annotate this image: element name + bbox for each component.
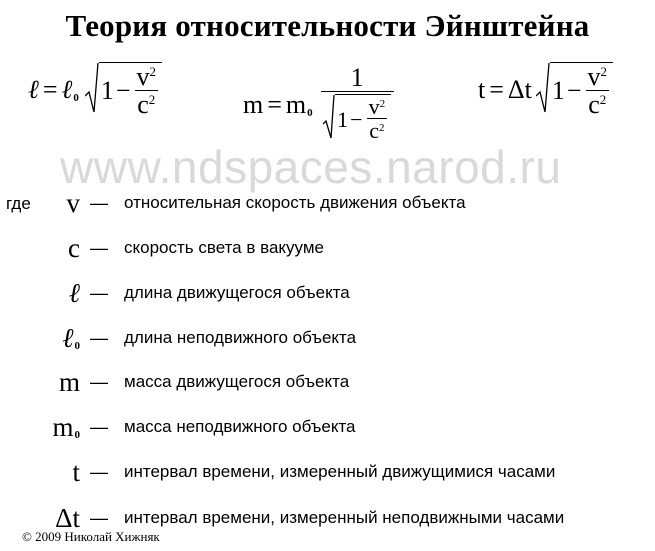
equals-sign: =: [489, 74, 504, 104]
light-speed-exponent: 2: [148, 91, 156, 107]
rest-length-subscript: 0: [73, 91, 79, 104]
light-speed-symbol: c: [137, 89, 149, 119]
equals-sign: =: [42, 74, 58, 104]
rest-mass-symbol: m: [285, 90, 307, 120]
velocity-symbol: v: [587, 62, 601, 91]
legend-symbol: [62, 323, 80, 353]
legend-description: длина неподвижного объекта: [124, 328, 357, 347]
legend-symbol-base: v: [66, 187, 80, 218]
legend-intro: где: [6, 194, 31, 213]
legend-row: [0, 412, 655, 442]
legend-dash: —: [90, 192, 108, 213]
light-speed-exponent: 2: [378, 121, 385, 134]
legend-row: [0, 188, 655, 218]
legend-dash: —: [90, 507, 108, 528]
legend-symbol-subscript: 0: [74, 340, 80, 352]
mass-symbol: m: [243, 90, 264, 120]
legend-description: масса движущегося объекта: [124, 372, 350, 391]
mass-formula: [243, 63, 396, 145]
legend-row: [0, 367, 655, 397]
time-interval-symbol: Δt: [507, 74, 532, 104]
legend-dash: —: [90, 237, 108, 258]
velocity-exponent: 2: [379, 97, 386, 110]
light-speed-symbol: c: [369, 117, 379, 143]
legend-dash: —: [90, 416, 108, 437]
legend-dash: —: [90, 461, 108, 482]
legend-symbol: [68, 233, 80, 263]
lorentz-fraction: [321, 63, 394, 145]
radical-sign-icon: [536, 62, 550, 114]
lorentz-numerator: 1: [321, 66, 394, 92]
legend-symbol-base: m: [58, 366, 80, 397]
minus-sign: −: [115, 76, 131, 106]
velocity-symbol: v: [136, 62, 150, 91]
velocity-ratio-fraction: [135, 62, 159, 119]
square-root: [323, 94, 391, 142]
equals-sign: =: [267, 90, 282, 120]
legend-description: интервал времени, измеренный неподвижными часами: [124, 508, 565, 527]
legend-symbol-base: ℓ: [62, 322, 74, 354]
page-title: Теория относительности Эйнштейна: [65, 8, 590, 43]
legend-dash: —: [90, 371, 108, 392]
legend-symbol-base: m: [52, 411, 74, 442]
velocity-symbol: v: [368, 93, 380, 119]
one-term: 1: [100, 76, 114, 106]
radical-sign-icon: [323, 94, 335, 140]
legend-dash: —: [90, 282, 108, 303]
legend-symbol: [67, 188, 81, 218]
radical-sign-icon: [85, 62, 99, 114]
square-root: [536, 62, 613, 118]
velocity-ratio-fraction: [586, 62, 610, 119]
legend-row: [0, 278, 655, 308]
legend-symbol-subscript: 0: [74, 429, 80, 441]
minus-sign: −: [350, 106, 363, 132]
legend-symbol: [59, 367, 80, 397]
legend-symbol-base: t: [72, 456, 80, 487]
legend-row: [0, 233, 655, 263]
legend-row: [0, 323, 655, 353]
legend-symbol-base: Δt: [55, 502, 80, 533]
legend-symbol: [72, 457, 80, 487]
time-formula: [478, 62, 613, 118]
legend-symbol: [69, 278, 80, 308]
time-symbol: t: [478, 74, 486, 104]
watermark: www.ndspaces.narod.ru: [60, 141, 562, 193]
minus-sign: −: [566, 76, 582, 106]
legend-symbol-base: ℓ: [68, 277, 80, 309]
length-symbol: ℓ: [28, 74, 39, 105]
velocity-exponent: 2: [600, 64, 608, 79]
legend-dash: —: [90, 327, 108, 348]
legend-symbol: [52, 412, 80, 442]
legend-symbol-base: c: [68, 232, 80, 263]
velocity-ratio-fraction: [367, 93, 388, 143]
legend-description: относительная скорость движения объекта: [124, 193, 466, 212]
legend-description: скорость света в вакууме: [124, 238, 324, 257]
light-speed-symbol: c: [588, 89, 600, 119]
square-root: [85, 62, 162, 118]
legend-description: интервал времени, измеренный движущимися часами: [124, 462, 556, 481]
one-term: 1: [551, 76, 565, 106]
one-term: 1: [337, 106, 349, 132]
rest-length-symbol: ℓ: [61, 74, 73, 105]
rest-mass-subscript: 0: [307, 107, 313, 120]
length-formula: [28, 62, 162, 118]
legend-description: длина движущегося объекта: [124, 283, 350, 302]
legend-row: [0, 457, 655, 487]
legend-description: масса неподвижного объекта: [124, 417, 356, 436]
copyright: © 2009 Николай Хижняк: [22, 529, 160, 544]
light-speed-exponent: 2: [599, 91, 607, 107]
velocity-exponent: 2: [149, 64, 157, 79]
